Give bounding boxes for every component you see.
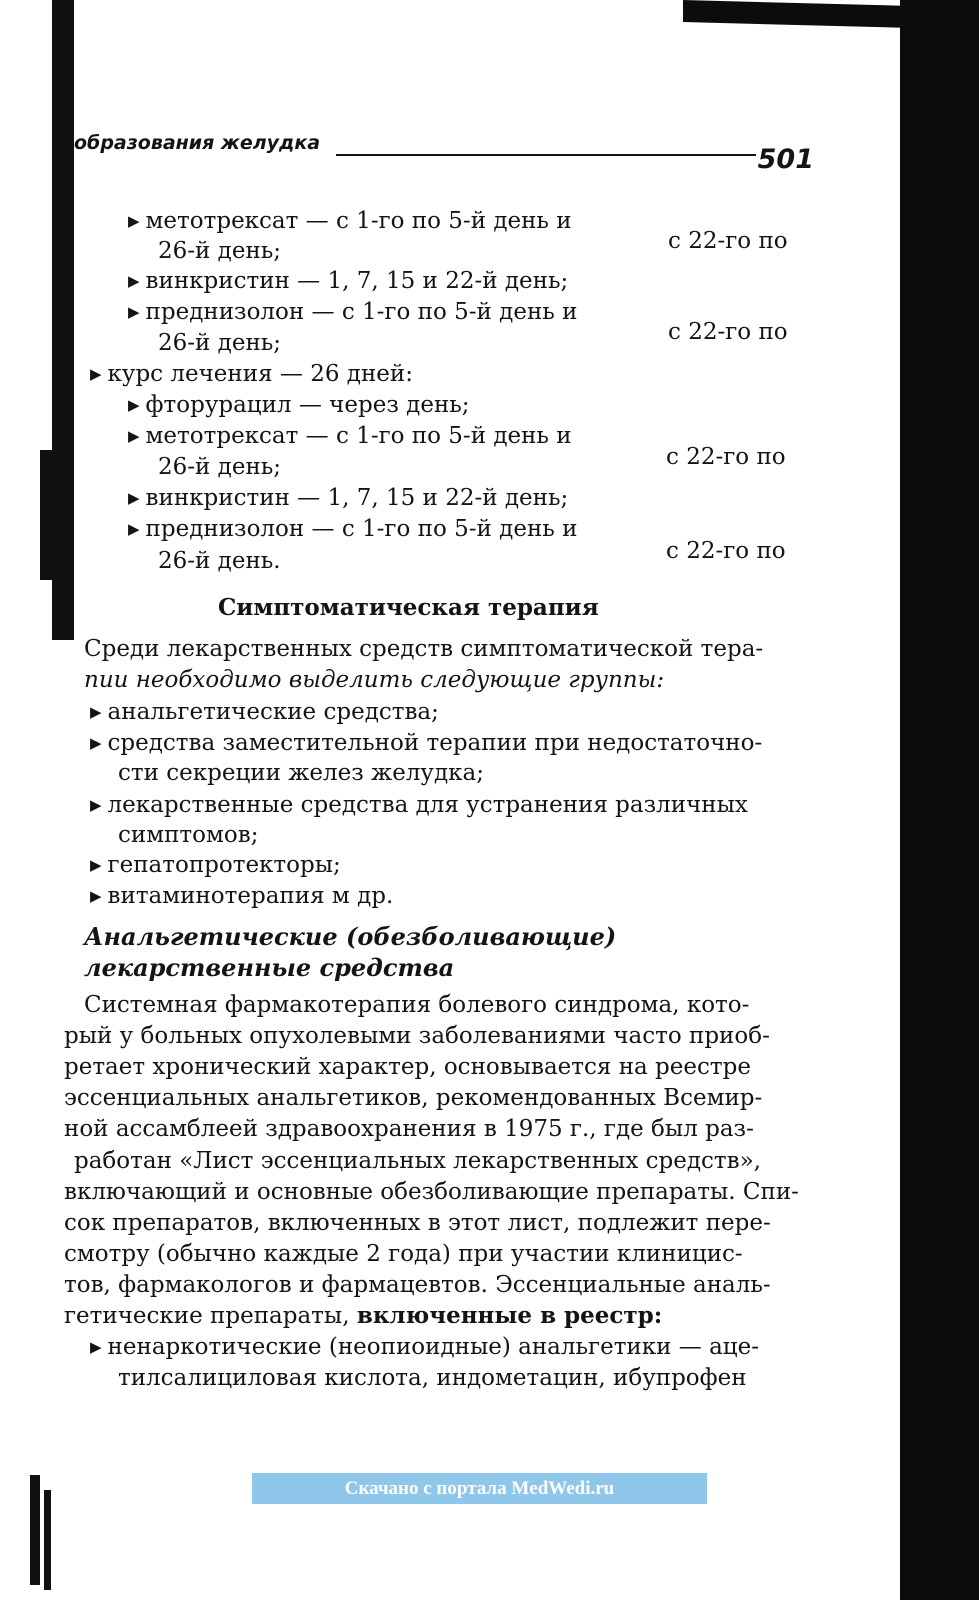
- list-item: ▶ гепатопротекторы;: [90, 852, 341, 878]
- paragraph-line: Среди лекарственных средств симптоматической тера-: [84, 636, 764, 662]
- paragraph-line: работан «Лист эссенциальных лекарственных средств»,: [74, 1148, 761, 1174]
- list-item-cont: симптомов;: [118, 822, 259, 848]
- list-item: ▶ ненаркотические (неопиоидные) анальгетики — аце-: [90, 1334, 759, 1360]
- paragraph-text: гетические препараты,: [64, 1303, 357, 1329]
- paragraph-line: Системная фармакотерапия болевого синдрома, кото-: [84, 992, 750, 1018]
- list-item: ▶ метотрексат — с 1-го по 5-й день и: [128, 208, 572, 234]
- scan-edge-bottom-left: [30, 1475, 40, 1585]
- section-title: Симптоматическая терапия: [218, 594, 599, 621]
- paragraph-line: включающий и основные обезболивающие препараты. Спи-: [64, 1179, 799, 1205]
- list-item: ▶ винкристин — 1, 7, 15 и 22-й день;: [128, 485, 569, 511]
- subsection-title: лекарственные средства: [84, 953, 455, 982]
- header-rule: [336, 154, 756, 156]
- paragraph-line: эссенциальных анальгетиков, рекомендованных Всемир-: [64, 1085, 763, 1111]
- list-item-cont: 26-й день;: [158, 238, 282, 264]
- running-header-title: образования желудка: [74, 132, 321, 154]
- list-item: ▶ преднизолон — с 1-го по 5-й день и: [128, 516, 578, 542]
- list-item-cont: 26-й день.: [158, 548, 281, 574]
- list-item-tail: с 22-го по: [668, 319, 788, 345]
- scan-edge-bottom-left-2: [44, 1490, 51, 1590]
- watermark-banner: Скачано с портала MedWedi.ru: [252, 1473, 707, 1504]
- list-item-cont: сти секреции желез желудка;: [118, 760, 484, 786]
- list-item: ▶ метотрексат — с 1-го по 5-й день и: [128, 423, 572, 449]
- scan-edge-left: [52, 0, 74, 640]
- page-number: 501: [757, 144, 814, 175]
- subsection-title: Анальгетические (обезболивающие): [84, 922, 617, 951]
- list-item: ▶ курс лечения — 26 дней:: [90, 361, 413, 387]
- list-item: ▶ винкристин — 1, 7, 15 и 22-й день;: [128, 268, 569, 294]
- list-item: ▶ витаминотерапия м др.: [90, 883, 394, 909]
- paragraph-line: тов, фармакологов и фармацевтов. Эссенциальные аналь-: [64, 1272, 771, 1298]
- list-item: ▶ средства заместительной терапии при недостаточно-: [90, 730, 763, 756]
- paragraph-line: [64, 1301, 662, 1331]
- list-item: ▶ преднизолон — с 1-го по 5-й день и: [128, 299, 578, 325]
- paragraph-line: смотру (обычно каждые 2 года) при участии клиницис-: [64, 1241, 743, 1267]
- list-item: ▶ лекарственные средства для устранения различных: [90, 792, 748, 818]
- paragraph-line: ной ассамблеей здравоохранения в 1975 г., где был раз-: [64, 1116, 754, 1142]
- paragraph-line: сок препаратов, включенных в этот лист, подлежит пере-: [64, 1210, 771, 1236]
- paragraph-line: ретает хронический характер, основывается на реестре: [64, 1054, 751, 1080]
- list-item-cont: тилсалициловая кислота, индометацин, ибупрофен: [118, 1365, 747, 1391]
- paragraph-bold: включенные в реестр:: [356, 1302, 663, 1329]
- list-item: ▶ анальгетические средства;: [90, 699, 439, 725]
- list-item-tail: с 22-го по: [666, 538, 786, 564]
- running-header: [74, 132, 814, 182]
- paragraph-line: рый у больных опухолевыми заболеваниями часто приоб-: [64, 1023, 770, 1049]
- scan-edge-right: [900, 0, 979, 1600]
- scan-edge-left-lower: [40, 450, 52, 580]
- list-item: ▶ фторурацил — через день;: [128, 392, 470, 418]
- list-item-cont: 26-й день;: [158, 454, 282, 480]
- paragraph-line: пии необходимо выделить следующие группы:: [84, 667, 665, 693]
- list-item-cont: 26-й день;: [158, 330, 282, 356]
- list-item-tail: с 22-го по: [666, 444, 786, 470]
- list-item-tail: с 22-го по: [668, 228, 788, 254]
